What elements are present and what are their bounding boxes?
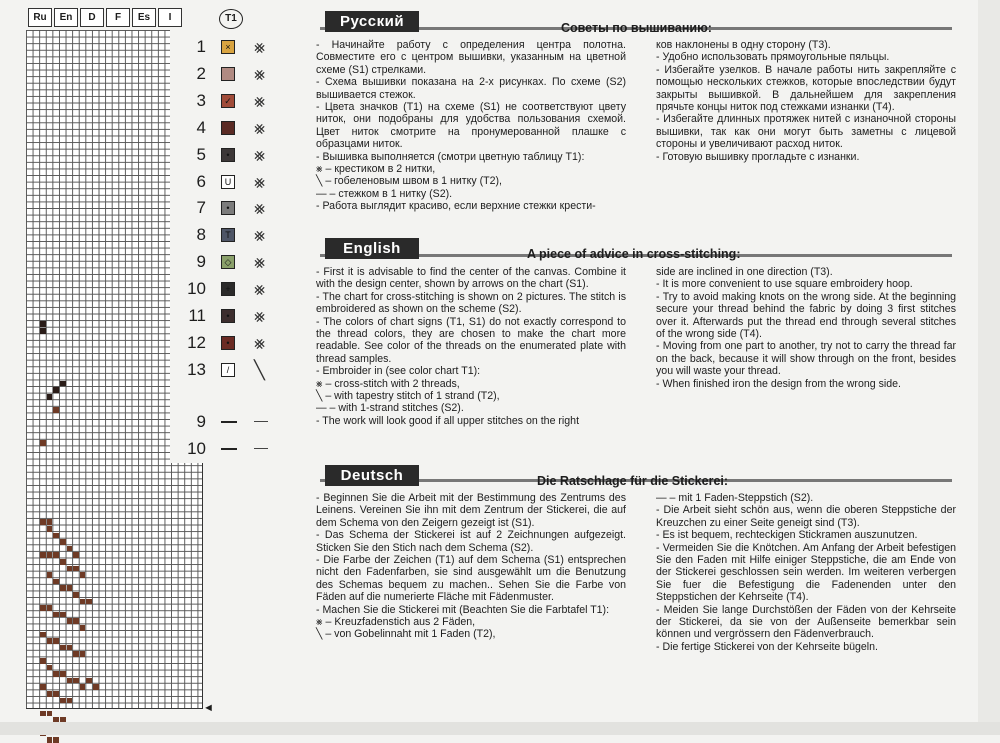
stitch-cell — [47, 711, 53, 717]
stitch-cell — [47, 394, 53, 400]
legend-number: 4 — [196, 117, 206, 137]
legend-number: 10 — [187, 439, 206, 458]
stitch-cell — [67, 678, 73, 684]
english-label: English — [325, 238, 419, 259]
cross-stitch-icon: ⨳ — [254, 171, 266, 192]
stitch-cell — [40, 605, 46, 611]
legend-row — [178, 304, 288, 328]
language-tab[interactable]: Es — [132, 8, 156, 27]
stitch-cell — [80, 599, 86, 605]
stitch-cell — [60, 612, 66, 618]
stitch-cell — [93, 684, 99, 690]
deutsch-label: Deutsch — [325, 465, 419, 486]
legend-swatch — [221, 121, 235, 135]
stitch-cell — [73, 651, 79, 657]
stitch-cell — [67, 698, 73, 704]
cross-stitch-icon: ⨳ — [254, 279, 266, 300]
stitch-cell — [67, 618, 73, 624]
stitch-cell — [47, 665, 53, 671]
legend-row — [178, 116, 288, 140]
stitch-cell — [53, 638, 59, 644]
legend-number: 11 — [188, 306, 206, 325]
stitch-cell — [60, 698, 66, 704]
legend-number: 9 — [196, 252, 206, 272]
legend-number: 6 — [196, 171, 206, 191]
legend-backstitch-row — [178, 437, 288, 461]
stitch-cell — [47, 605, 53, 611]
stitch-cell — [40, 519, 46, 525]
legend-number: 8 — [196, 225, 206, 245]
legend-row — [178, 62, 288, 86]
stitch-cell — [73, 592, 79, 598]
stitch-cell — [67, 585, 73, 591]
cross-stitch-icon: ⨳ — [254, 198, 266, 219]
stitch-cell — [47, 572, 53, 578]
legend-number: 7 — [196, 198, 206, 218]
backstitch-line-icon — [254, 448, 268, 449]
deutsch-right-column: — – mit 1 Faden-Steppstich (S2). - Die Arbeit sieht schön aus, wenn die oberen Steppstiche der Kreuzchen zu einer Seite geneigt sind (T3). - Es ist bequem, rechteckigen Stickramen auszunutzen. - Vermeiden Sie die Knötchen. Am Anfang der Arbeit befestigen Sie den Faden mit Hilfe einiger Steppstiche, die am Ende von der Stickerei geschlossen sein werden. Im weiteren verbergen Sie fuer die Befestigung die Fadenenden unter den Steppstichen der Kehrseite (T4). - Meiden Sie lange Durchstößen der Fäden von der Kehrseite der Stickerei, da sie von der Außenseite bemerkbar sein können und vergrössern den Fädenverbrauch. - Die fertige Stickerei von der Kehrseite bügeln. — [656, 492, 956, 653]
stitch-cell — [73, 552, 79, 558]
cross-stitch-icon: ⨳ — [254, 252, 266, 273]
stitch-cell — [47, 737, 53, 743]
stitch-cell — [60, 671, 66, 677]
stitch-cell — [40, 440, 46, 446]
stitch-cell — [47, 526, 53, 532]
stitch-cell — [86, 599, 92, 605]
legend-swatch: ◇ — [221, 255, 235, 269]
stitch-cell — [80, 684, 86, 690]
stitch-cell — [53, 533, 59, 539]
legend-number: 5 — [196, 144, 206, 164]
stitch-cell — [47, 691, 53, 697]
legend-swatch: • — [221, 336, 235, 350]
russian-label: Русский — [325, 11, 419, 32]
legend-row — [178, 277, 288, 301]
stitch-cell — [53, 407, 59, 413]
stitch-cell — [47, 519, 53, 525]
stitch-cell — [53, 552, 59, 558]
language-tab[interactable]: D — [80, 8, 104, 27]
stitch-cell — [80, 572, 86, 578]
cross-stitch-icon: ⨳ — [254, 332, 266, 353]
stitch-cell — [53, 737, 59, 743]
legend-swatch: • — [221, 309, 235, 323]
russian-right-column: ков наклонены в одну сторону (T3). - Удобно использовать прямоугольные пяльцы. - Избегайте узелков. В начале работы нить закрепляйте с помощью нескольких стежков, которые впоследствии будут закрыты вышивкой. В дальнейшем для закрепления прячьте концы ниток под стежками изнанки (T4). - Избегайте длинных протяжек нитей с изнаночной стороны вышивки, так как они могут быть заметны с лицевой стороны и увеличивают расход ниток. - Готовую вышивку прогладьте с изнанки. — [656, 39, 956, 163]
stitch-cell — [40, 684, 46, 690]
stitch-cell — [73, 618, 79, 624]
center-arrow-icon: ◄ — [203, 702, 214, 714]
backstitch-line-icon — [254, 421, 268, 422]
backstitch-line-icon — [221, 421, 237, 423]
russian-title: Советы по вышиванию: — [561, 21, 712, 35]
stitch-cell — [53, 691, 59, 697]
language-tabs — [28, 8, 182, 27]
legend-swatch: T — [221, 228, 235, 242]
cross-stitch-icon: ⨳ — [254, 144, 266, 165]
page-bottom-edge — [0, 722, 1000, 735]
stitch-cell — [67, 546, 73, 552]
stitch-cell — [80, 625, 86, 631]
stitch-cell — [53, 579, 59, 585]
legend-row — [178, 250, 288, 274]
legend-number: 9 — [196, 412, 206, 431]
legend-backstitch-row — [178, 410, 288, 434]
cross-stitch-icon: ⨳ — [254, 306, 266, 326]
legend-row — [178, 35, 288, 59]
legend-swatch: U — [221, 175, 235, 189]
stitch-cell — [60, 585, 66, 591]
legend-row — [178, 358, 288, 382]
legend-number: 2 — [196, 63, 206, 83]
cross-stitch-icon: ⨳ — [254, 63, 266, 84]
legend-row — [178, 170, 288, 194]
legend-row — [178, 89, 288, 113]
stitch-cell — [80, 651, 86, 657]
stitch-cell — [53, 387, 59, 393]
cross-stitch-icon: ⨳ — [254, 90, 266, 111]
legend-row — [178, 223, 288, 247]
stitch-cell — [67, 645, 73, 651]
legend-swatch: • — [221, 148, 235, 162]
stitch-cell — [40, 658, 46, 664]
stitch-cell — [53, 671, 59, 677]
russian-left-column: - Начинайте работу с определения центра полотна. Совместите его с центром вышивки, указанным на цветной схеме (S1) стрелками. - Схема вышивки показана на 2-х рисунках. По схеме (S2) вышивается стежок. - Цвета значков (T1) на схеме (S1) не соответствуют цвету ниток, они подобраны для удобства пользования схемой. Цвет ниток смотрите на пронумерованной плашке с образцами ниток. - Вышивка выполняется (смотри цветную таблицу T1): ⨳ – крестиком в 2 нитки, ╲ – гобеленовым швом в 1 нитку (T2), — – стежком в 1 нитку (S2). - Работа выглядит красиво, если верхние стежки крести- — [316, 39, 626, 213]
stitch-cell — [40, 321, 46, 327]
language-tab[interactable]: En — [54, 8, 78, 27]
legend-number: 10 — [187, 279, 206, 299]
legend-number: 13 — [187, 359, 206, 379]
language-tab[interactable]: F — [106, 8, 130, 27]
deutsch-left-column: - Beginnen Sie die Arbeit mit der Bestimmung des Zentrums des Leinens. Vereinen Sie ihn mit dem Zentrum der Stickerei, die auf dem Schema von den Zeigern gezeigt ist (S1). - Das Schema der Stickerei ist auf 2 Zeichnungen aufgezeigt. Sticken Sie den Stich nach dem Schema (S2). - Die Farbe der Zeichen (T1) auf dem Schema (S1) entsprechen nicht den Fadenfarben, sie sind ausgewählt um die Benutzung des Schemas bequem zu machen.. Sehen Sie die Farbe von Fäden auf die numerierte Fläche mit Fädenmuster. - Machen Sie die Stickerei mit (Beachten Sie die Farbtafel T1): ⨳ – Kreuzfadenstich aus 2 Fäden, ╲ – von Gobelinnaht mit 1 Faden (T2), — [316, 492, 626, 641]
backstitch-line-icon — [221, 448, 237, 450]
stitch-cell — [73, 678, 79, 684]
legend-swatch: + — [221, 282, 235, 296]
stitch-cell — [47, 638, 53, 644]
legend-swatch: × — [221, 40, 235, 54]
cross-stitch-icon: ⨳ — [254, 117, 266, 138]
stitch-cell — [86, 678, 92, 684]
legend-header-t1: T1 — [219, 9, 243, 29]
legend-swatch: • — [221, 201, 235, 215]
english-title: A piece of advice in cross-stitching: — [527, 247, 741, 261]
stitch-cell — [40, 632, 46, 638]
page-edge — [978, 0, 1000, 735]
english-left-column: - First it is advisable to find the center of the canvas. Combine it with the design center, shown by arrows on the chart (S1). - The chart for cross-stitching is shown on 2 pictures. The stitch is embroidered as shown on the scheme (S2). - The colors of chart signs (T1, S1) do not exactly correspond to the thread colors, they are chosen to make the chart more readable. See color of the threads on the enumerated plate with thread samples. - Embroider in (see color chart T1): ⨳ – cross-stitch with 2 threads, ╲ – with tapestry stitch of 1 strand (T2), — – with 1-strand stitches (S2). - The work will look good if all upper stitches on the right — [316, 266, 626, 427]
stitch-cell — [60, 381, 66, 387]
cross-stitch-icon: ⨳ — [254, 37, 266, 57]
legend-row — [178, 143, 288, 167]
legend-swatch: / — [221, 363, 235, 377]
legend-swatch — [221, 67, 235, 81]
legend-number: 1 — [196, 37, 206, 56]
stitch-cell — [40, 711, 46, 717]
legend-number: 3 — [196, 90, 206, 110]
english-right-column: side are inclined in one direction (T3). - It is more convenient to use square embroidery hoop. - Try to avoid making knots on the wrong side. At the beginning secure your thread behind the fabric by doing 3 first stitches over it. Afterwards put the thread end through several stitches of the wrong side (T4). - Moving from one part to another, try not to carry the thread far on the back, because it will show through on the front, besides you will waste your thread. - When finished iron the design from the wrong side. — [656, 266, 956, 390]
cross-stitch-icon: ⨳ — [254, 225, 266, 246]
legend-row — [178, 331, 288, 355]
language-tab[interactable]: I — [158, 8, 182, 27]
stitch-cell — [67, 566, 73, 572]
stitch-cell — [40, 552, 46, 558]
stitch-cell — [73, 566, 79, 572]
stitch-cell — [60, 559, 66, 565]
legend-swatch: ✓ — [221, 94, 235, 108]
language-tab[interactable]: Ru — [28, 8, 52, 27]
stitch-cell — [40, 328, 46, 334]
stitch-cell — [53, 612, 59, 618]
legend-number: 12 — [187, 332, 206, 352]
stitch-cell — [60, 645, 66, 651]
legend-row — [178, 196, 288, 220]
tapestry-stitch-icon: ╲ — [254, 359, 265, 380]
deutsch-title: Die Ratschlage für die Stickerei: — [537, 474, 729, 488]
stitch-cell — [60, 539, 66, 545]
stitch-cell — [47, 552, 53, 558]
